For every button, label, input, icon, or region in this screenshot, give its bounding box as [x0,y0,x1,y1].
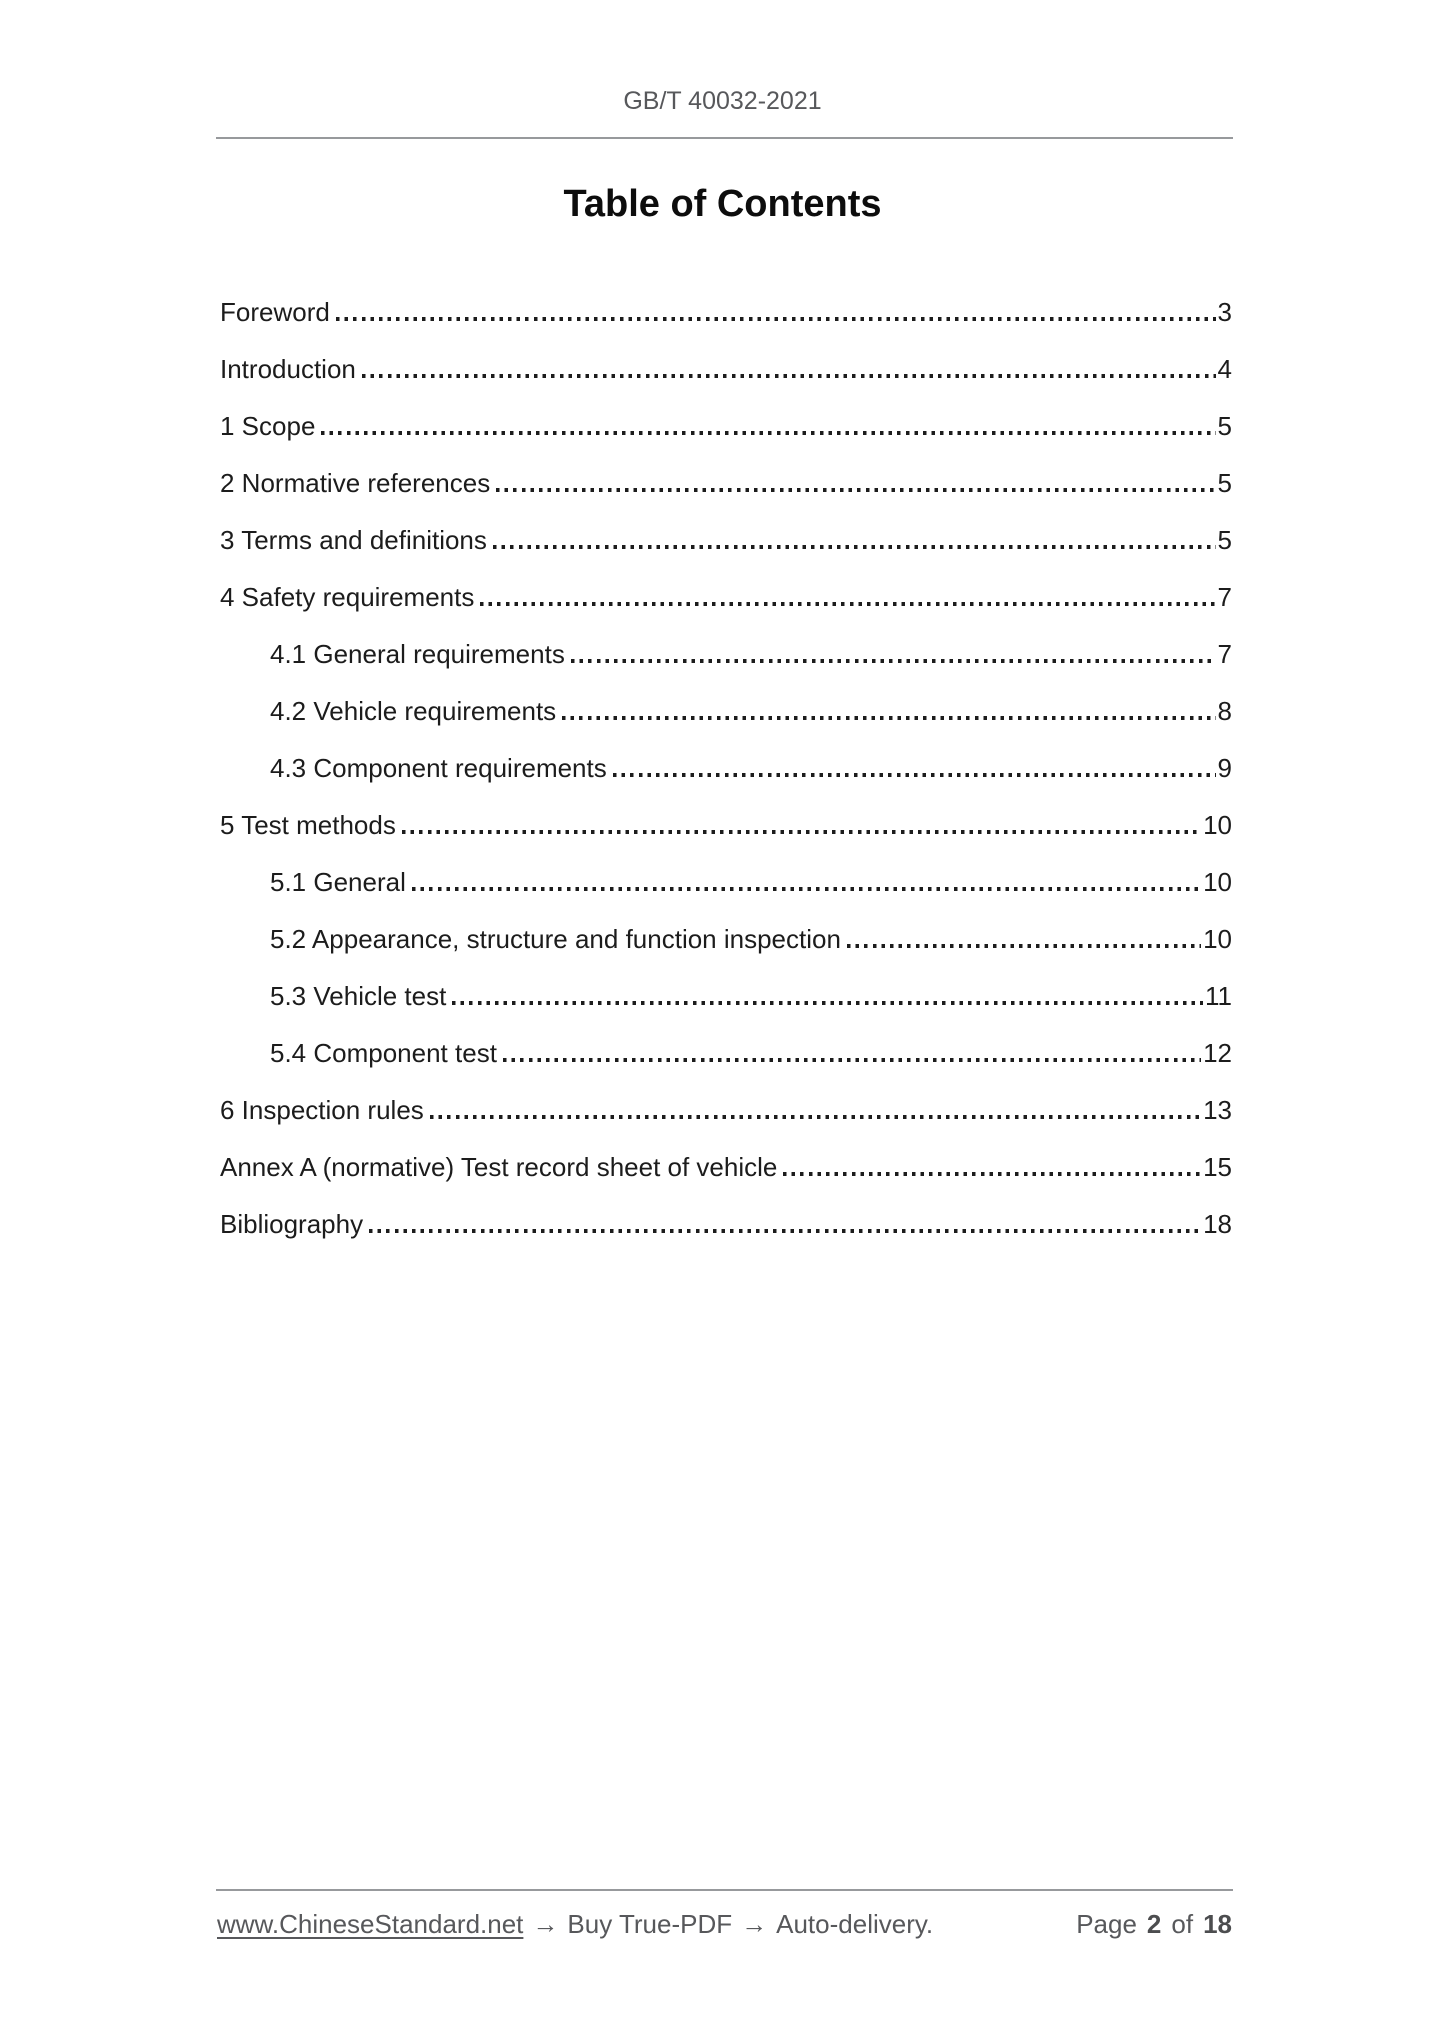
toc-entry-label: Annex A (normative) Test record sheet of vehicle [220,1152,778,1182]
toc-entry[interactable] [220,924,1232,981]
toc-page-number: 7 [1217,582,1232,612]
toc-entry[interactable] [220,1095,1232,1152]
toc-entry[interactable] [220,582,1232,639]
toc-page-number: 18 [1203,1209,1232,1239]
toc-entry[interactable] [220,810,1232,867]
toc-page-number: 5 [1217,468,1232,498]
page-of-word: of [1171,1909,1194,1939]
toc-page-number: 4 [1217,354,1232,384]
toc-entry-label: 2 Normative references [220,468,491,498]
toc-dot-leader [571,659,1216,663]
toc-page-number: 10 [1203,810,1232,840]
toc-page-number: 5 [1217,411,1232,441]
toc-entry-label: 5.1 General [270,867,406,897]
toc-entry-label: 1 Scope [220,411,316,441]
toc-dot-leader [336,317,1216,321]
footer-buy-text: Buy True-PDF [567,1909,733,1939]
toc-dot-leader [369,1229,1201,1233]
toc-dot-leader [480,602,1215,606]
toc-dot-leader [321,431,1215,435]
toc-page-number: 13 [1203,1095,1232,1125]
toc-page-number: 3 [1217,297,1232,327]
toc-dot-leader [503,1058,1201,1062]
footer-promo [217,1908,933,1940]
toc-dot-leader [430,1115,1201,1119]
toc-entry-label: 5.4 Component test [270,1038,497,1068]
page-current: 2 [1146,1909,1162,1939]
toc-entry-label: 4.3 Component requirements [270,753,607,783]
toc-entry[interactable] [220,297,1232,354]
toc-page-number: 15 [1203,1152,1232,1182]
toc-entry[interactable] [220,525,1232,582]
toc-entry-label: 3 Terms and definitions [220,525,487,555]
toc-entry[interactable] [220,753,1232,810]
toc-entry-label: Bibliography [220,1209,364,1239]
footer-site-link[interactable]: www.ChineseStandard.net [217,1909,524,1939]
toc-entry-label: 5.3 Vehicle test [270,981,447,1011]
toc-entry[interactable] [220,468,1232,525]
footer [217,1908,1232,1940]
toc-entry-label: 6 Inspection rules [220,1095,424,1125]
toc-dot-leader [613,773,1216,777]
toc-entry-label: 5.2 Appearance, structure and function inspection [270,924,841,954]
toc-dot-leader [783,1172,1201,1176]
footer-divider [216,1889,1233,1891]
toc-entry-label: 4.2 Vehicle requirements [270,696,557,726]
page-word: Page [1076,1909,1137,1939]
toc-dot-leader [362,374,1216,378]
toc-entry[interactable] [220,411,1232,468]
toc-page-number: 12 [1203,1038,1232,1068]
header-doc-number: GB/T 40032-2021 [623,87,822,115]
toc-dot-leader [847,944,1201,948]
toc-entry-label: 4.1 General requirements [270,639,565,669]
page-title: Table of Contents [563,183,882,225]
arrow-right-icon: → [532,1909,559,1939]
arrow-right-icon: → [741,1909,768,1939]
toc-dot-leader [402,830,1201,834]
toc-page-number: 10 [1203,924,1232,954]
page-indicator [1076,1908,1232,1940]
toc-entry[interactable] [220,1152,1232,1209]
toc-page-number: 9 [1217,753,1232,783]
header-divider [216,137,1233,139]
toc-entry[interactable] [220,981,1232,1038]
toc-dot-leader [452,1001,1203,1005]
toc-entry[interactable] [220,696,1232,753]
toc-entry-label: 5 Test methods [220,810,396,840]
toc-dot-leader [496,488,1215,492]
toc-dot-leader [412,887,1201,891]
toc-entry[interactable] [220,639,1232,696]
page-total: 18 [1203,1909,1232,1939]
footer-delivery-text: Auto-delivery. [776,1909,934,1939]
toc-entry[interactable] [220,867,1232,924]
toc-dot-leader [493,545,1216,549]
toc-entry-label: 4 Safety requirements [220,582,475,612]
toc-page-number: 11 [1205,981,1232,1011]
toc-entry-label: Introduction [220,354,356,384]
toc-page-number: 5 [1217,525,1232,555]
toc-entry[interactable] [220,1038,1232,1095]
toc-page-number: 7 [1217,639,1232,669]
toc-entry-label: Foreword [220,297,330,327]
toc-page-number: 10 [1203,867,1232,897]
toc-dot-leader [562,716,1215,720]
toc-page-number: 8 [1217,696,1232,726]
toc-entry[interactable] [220,1209,1232,1266]
toc-entry[interactable] [220,354,1232,411]
toc-list [220,297,1232,1266]
